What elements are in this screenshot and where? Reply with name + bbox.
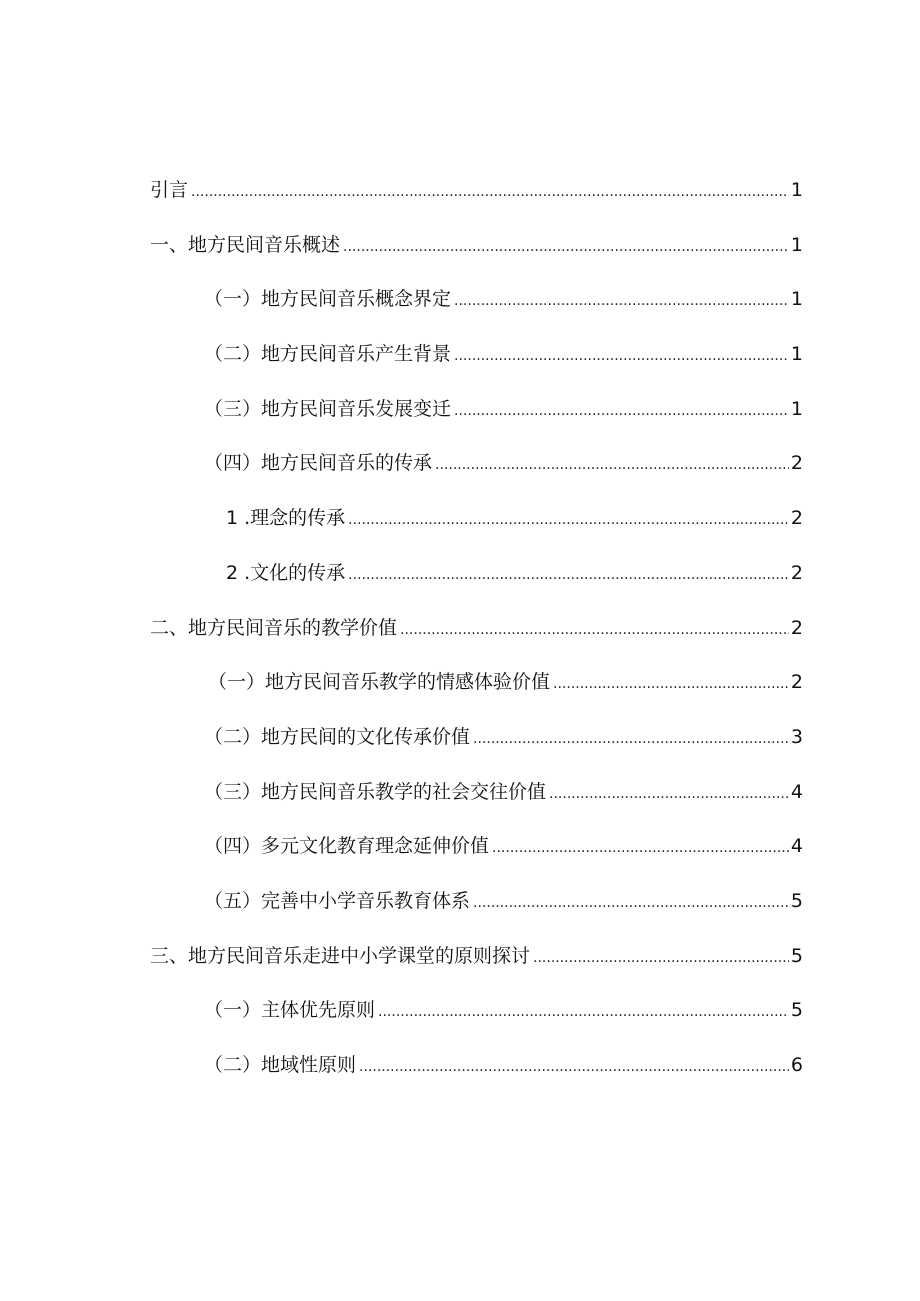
toc-entry-title: （一）地方民间音乐教学的情感体验价值 (208, 671, 551, 694)
toc-entry-section[interactable] (0, 391, 920, 446)
toc-entry-section[interactable] (0, 664, 920, 719)
toc-line (204, 397, 803, 423)
toc-page-number: 1 (790, 397, 803, 420)
dot-leader (553, 672, 789, 696)
toc-page-number: 2 (790, 452, 803, 475)
toc-line (204, 889, 803, 915)
toc-page-number: 1 (790, 343, 803, 366)
dot-leader (454, 399, 789, 423)
toc-entry-title: 三、地方民间音乐走进中小学课堂的原则探讨 (150, 944, 531, 967)
toc-line (204, 780, 803, 806)
toc-line (204, 451, 803, 477)
toc-entry-title: （一）主体优先原则 (204, 999, 376, 1022)
dot-leader (359, 1055, 789, 1079)
toc-entry-title: （四）多元文化教育理念延伸价值 (204, 835, 490, 858)
toc-entry-title: （三）地方民间音乐发展变迁 (204, 397, 452, 420)
toc-entry-title: （五）完善中小学音乐教育体系 (204, 889, 471, 912)
toc-page-number: 5 (790, 999, 803, 1022)
toc-line (204, 998, 803, 1024)
toc-entry-section[interactable] (0, 1047, 920, 1102)
toc-page-number: 5 (790, 944, 803, 967)
toc-page-number: 1 (790, 233, 803, 256)
toc-page-number: 4 (790, 835, 803, 858)
dot-leader (473, 727, 789, 751)
toc-page-number: 2 (790, 616, 803, 639)
toc-entry-section[interactable] (0, 719, 920, 774)
toc-entry-title: （二）地域性原则 (204, 1054, 357, 1076)
dot-leader (549, 782, 789, 806)
dot-leader (378, 1000, 789, 1024)
toc-entry-title: 一、地方民间音乐概述 (150, 233, 341, 256)
dot-leader (454, 289, 789, 313)
toc-line (204, 1053, 803, 1079)
toc-entry-section[interactable] (0, 828, 920, 883)
toc-line (204, 725, 803, 751)
toc-page-number: 1 (790, 288, 803, 311)
toc-entry-subsection[interactable] (0, 555, 920, 610)
toc-entry-section[interactable] (0, 883, 920, 938)
toc-page-number: 6 (790, 1054, 803, 1076)
table-of-contents (0, 172, 920, 1102)
toc-entry-title: （二）地方民间的文化传承价值 (204, 725, 471, 748)
toc-line (204, 287, 803, 313)
toc-line (150, 178, 803, 204)
toc-entry-title: （四）地方民间音乐的传承 (204, 452, 433, 475)
toc-line (204, 342, 803, 368)
toc-page-number: 1 (790, 179, 803, 201)
dot-leader (533, 946, 789, 970)
toc-entry-subsection[interactable] (0, 500, 920, 555)
toc-entry-section[interactable] (0, 445, 920, 500)
toc-page-number: 2 (790, 507, 803, 530)
toc-line (208, 670, 803, 696)
toc-entry-introduction[interactable] (0, 172, 920, 227)
dot-leader (492, 836, 789, 860)
toc-page-number: 2 (790, 671, 803, 694)
toc-entry-chapter-3[interactable] (0, 938, 920, 993)
toc-page-number: 3 (790, 725, 803, 748)
toc-page-number: 4 (790, 780, 803, 803)
dot-leader (400, 618, 789, 642)
toc-line (204, 834, 803, 860)
dot-leader (473, 891, 789, 915)
toc-entry-title: 2 .文化的传承 (226, 561, 346, 584)
toc-page-number: 5 (790, 889, 803, 912)
toc-entry-title: （三）地方民间音乐教学的社会交往价值 (204, 780, 547, 803)
toc-line (150, 233, 803, 259)
toc-entry-title: 1 .理念的传承 (226, 507, 346, 530)
toc-entry-title: （一）地方民间音乐概念界定 (204, 288, 452, 311)
toc-entry-title: 引言 (150, 179, 189, 201)
toc-entry-chapter-1[interactable] (0, 227, 920, 282)
toc-entry-section[interactable] (0, 281, 920, 336)
dot-leader (343, 235, 789, 259)
toc-entry-title: （二）地方民间音乐产生背景 (204, 343, 452, 366)
toc-entry-chapter-2[interactable] (0, 610, 920, 665)
toc-entry-section[interactable] (0, 992, 920, 1047)
toc-line (150, 616, 803, 642)
toc-page-number: 2 (790, 561, 803, 584)
dot-leader (191, 180, 789, 204)
toc-entry-section[interactable] (0, 336, 920, 391)
toc-line (150, 944, 803, 970)
dot-leader (454, 344, 789, 368)
toc-entry-section[interactable] (0, 774, 920, 829)
dot-leader (348, 563, 789, 587)
toc-line (226, 506, 803, 532)
dot-leader (435, 453, 789, 477)
dot-leader (348, 508, 789, 532)
toc-entry-title: 二、地方民间音乐的教学价值 (150, 616, 398, 639)
toc-line (226, 561, 803, 587)
